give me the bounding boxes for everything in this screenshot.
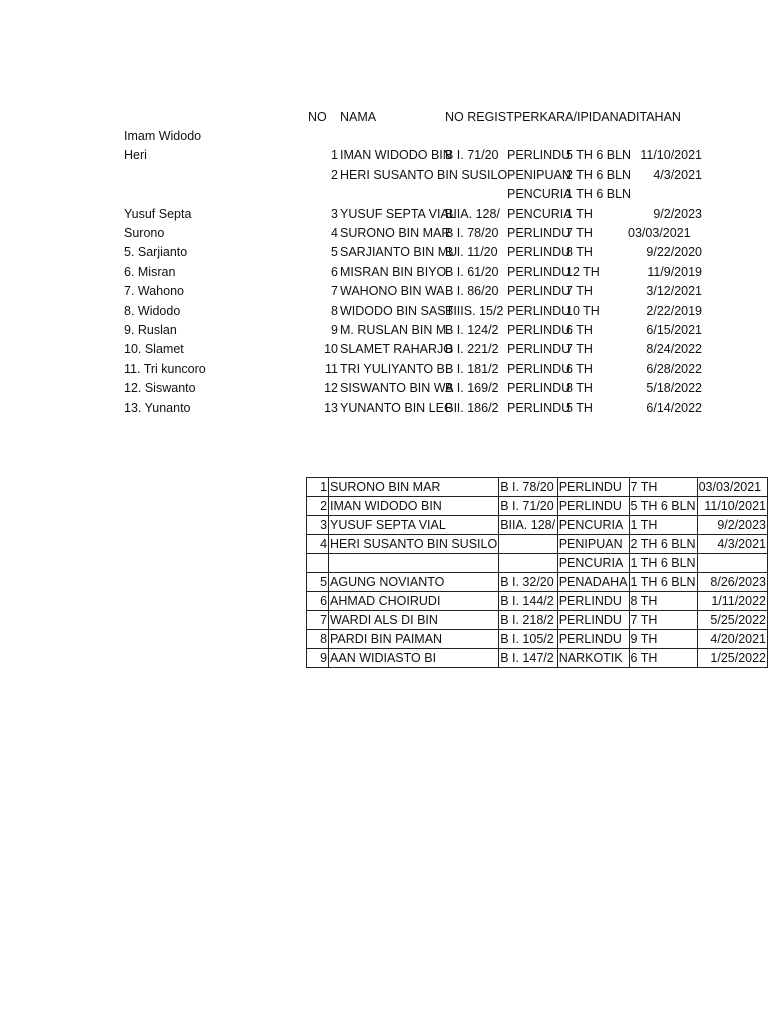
header-ditahan: DITAHAN bbox=[627, 110, 681, 124]
cell-pidana: 1 TH 6 BLN bbox=[629, 554, 697, 573]
row-perkara: PERLINDU bbox=[507, 264, 571, 279]
cell-ditahan: 9/2/2023 bbox=[697, 516, 767, 535]
cell-reg: B I. 144/2 bbox=[499, 592, 558, 611]
row-nama: YUNANTO BIN LEGI bbox=[340, 400, 458, 415]
header-no: NO bbox=[308, 110, 327, 124]
row-nama bbox=[340, 185, 444, 204]
cell-pidana: 6 TH bbox=[629, 649, 697, 668]
cell-nama: PARDI BIN PAIMAN bbox=[329, 630, 499, 649]
row-pidana: 5 TH bbox=[566, 400, 593, 415]
row-nama bbox=[340, 127, 444, 146]
row-reg bbox=[445, 166, 504, 185]
row-no: 9 bbox=[331, 323, 338, 337]
cell-reg bbox=[499, 554, 558, 573]
cell-ditahan: 8/26/2023 bbox=[697, 573, 767, 592]
row-reg: B I. 169/2 bbox=[445, 381, 499, 396]
cell-reg: B I. 71/20 bbox=[499, 497, 558, 516]
row-no: 5 bbox=[331, 245, 338, 260]
cell-reg bbox=[499, 535, 558, 554]
row-reg: BIIA. 128/ bbox=[445, 206, 500, 221]
row-no: 8 bbox=[331, 303, 338, 318]
left-name: 11. Tri kuncoro bbox=[124, 361, 206, 376]
row-perkara: PERLINDU bbox=[507, 148, 571, 163]
table-row bbox=[307, 497, 768, 516]
row-pidana: 1 TH 6 BLN bbox=[566, 187, 632, 202]
row-no: 2 bbox=[331, 167, 338, 182]
row-nama: SLAMET RAHARJO bbox=[340, 342, 453, 357]
left-name bbox=[124, 185, 302, 204]
row-pidana: 5 TH 6 BLN bbox=[566, 148, 632, 163]
cell-reg: BIIA. 128/ bbox=[499, 516, 558, 535]
left-name: 12. Siswanto bbox=[124, 381, 196, 396]
left-name bbox=[124, 166, 302, 185]
cell-no bbox=[307, 554, 329, 573]
cell-pidana: 8 TH bbox=[629, 592, 697, 611]
row-ditahan bbox=[628, 185, 702, 204]
cell-no: 3 bbox=[307, 516, 329, 535]
row-ditahan: 03/03/2021 bbox=[628, 226, 691, 240]
cell-no: 9 bbox=[307, 649, 329, 668]
row-reg: B I. 124/2 bbox=[445, 323, 499, 337]
cell-no: 8 bbox=[307, 630, 329, 649]
left-name: 8. Widodo bbox=[124, 303, 181, 318]
row-reg: B I. 78/20 bbox=[445, 226, 499, 240]
cell-no: 5 bbox=[307, 573, 329, 592]
cell-perkara: PENADAHA bbox=[557, 573, 629, 592]
row-ditahan: 8/24/2022 bbox=[646, 342, 702, 357]
table-row bbox=[307, 649, 768, 668]
row-perkara: PERLINDU bbox=[507, 381, 571, 396]
row-no: 11 bbox=[325, 361, 338, 376]
detainee-table bbox=[306, 477, 768, 668]
row-pidana: 7 TH bbox=[566, 284, 593, 299]
cell-ditahan: 4/3/2021 bbox=[697, 535, 767, 554]
row-pidana: 8 TH bbox=[566, 245, 593, 260]
row-ditahan: 11/10/2021 bbox=[640, 148, 702, 163]
cell-perkara: PERLINDU bbox=[557, 611, 629, 630]
row-reg bbox=[445, 127, 504, 146]
cell-nama: YUSUF SEPTA VIAL bbox=[329, 516, 499, 535]
row-perkara: PERLINDU bbox=[507, 226, 571, 240]
cell-nama: WARDI ALS DI BIN bbox=[329, 611, 499, 630]
left-name: Imam Widodo bbox=[124, 129, 202, 143]
cell-ditahan: 11/10/2021 bbox=[697, 497, 767, 516]
row-reg: BIIIS. 15/2 bbox=[445, 303, 504, 318]
cell-ditahan: 5/25/2022 bbox=[697, 611, 767, 630]
row-perkara bbox=[507, 127, 565, 146]
row-pidana: 6 TH bbox=[566, 323, 593, 337]
left-name: Yusuf Septa bbox=[124, 206, 192, 221]
row-no: 10 bbox=[324, 342, 338, 357]
row-nama: WIDODO BIN SAST bbox=[340, 303, 454, 318]
row-perkara: PENCURIA bbox=[507, 187, 572, 202]
cell-no: 6 bbox=[307, 592, 329, 611]
row-nama: MISRAN BIN BIYO bbox=[340, 264, 447, 279]
row-pidana: 8 TH bbox=[566, 381, 593, 396]
row-reg: B I. 221/2 bbox=[445, 342, 499, 357]
table-row bbox=[307, 592, 768, 611]
cell-no: 2 bbox=[307, 497, 329, 516]
row-ditahan: 11/9/2019 bbox=[647, 264, 702, 279]
row-pidana: 7 TH bbox=[566, 226, 593, 240]
cell-no: 1 bbox=[307, 478, 329, 497]
cell-pidana: 7 TH bbox=[629, 478, 697, 497]
row-nama: M. RUSLAN BIN M. bbox=[340, 323, 450, 337]
cell-reg: B I. 78/20 bbox=[499, 478, 558, 497]
left-name: 9. Ruslan bbox=[124, 323, 177, 337]
cell-no: 4 bbox=[307, 535, 329, 554]
cell-nama: SURONO BIN MAR bbox=[329, 478, 499, 497]
cell-pidana: 1 TH 6 BLN bbox=[629, 573, 697, 592]
row-pidana: 7 TH bbox=[566, 342, 593, 357]
left-name: 13. Yunanto bbox=[124, 400, 191, 415]
cell-perkara: PERLINDU bbox=[557, 630, 629, 649]
row-pidana: 12 TH bbox=[566, 264, 600, 279]
row-no bbox=[306, 185, 338, 204]
cell-reg: B I. 105/2 bbox=[499, 630, 558, 649]
cell-ditahan: 1/25/2022 bbox=[697, 649, 767, 668]
row-nama: SISWANTO BIN WA bbox=[340, 381, 454, 396]
row-no: 12 bbox=[324, 381, 338, 396]
row-ditahan: 9/2/2023 bbox=[653, 206, 702, 221]
table-row bbox=[307, 630, 768, 649]
cell-nama: IMAN WIDODO BIN bbox=[329, 497, 499, 516]
row-pidana: 10 TH bbox=[566, 303, 600, 318]
row-perkara: PERLINDU bbox=[507, 361, 571, 376]
row-no: 6 bbox=[331, 264, 338, 279]
cell-perkara: PERLINDU bbox=[557, 592, 629, 611]
row-nama: HERI SUSANTO BIN SUSILO bbox=[340, 167, 508, 182]
cell-perkara: PENCURIA bbox=[557, 554, 629, 573]
cell-ditahan: 1/11/2022 bbox=[697, 592, 767, 611]
cell-pidana: 2 TH 6 BLN bbox=[629, 535, 697, 554]
cell-pidana: 9 TH bbox=[629, 630, 697, 649]
cell-reg: B I. 218/2 bbox=[499, 611, 558, 630]
row-perkara: PENCURIA bbox=[507, 206, 572, 221]
row-reg: B I. 71/20 bbox=[445, 148, 499, 163]
row-reg: B I. 61/20 bbox=[445, 264, 499, 279]
cell-ditahan: 4/20/2021 bbox=[697, 630, 767, 649]
row-no: 3 bbox=[331, 206, 338, 221]
row-pidana: 2 TH 6 BLN bbox=[566, 167, 632, 182]
row-perkara: PENIPUAN bbox=[507, 167, 571, 182]
cell-nama: AAN WIDIASTO BI bbox=[329, 649, 499, 668]
table-row bbox=[307, 611, 768, 630]
row-ditahan: 6/28/2022 bbox=[646, 361, 702, 376]
row-ditahan: 5/18/2022 bbox=[646, 381, 702, 396]
row-no: 7 bbox=[331, 284, 338, 299]
row-perkara: PERLINDU bbox=[507, 400, 571, 415]
table-row bbox=[307, 535, 768, 554]
row-nama: YUSUF SEPTA VIAL bbox=[340, 206, 456, 221]
left-name: 5. Sarjianto bbox=[124, 245, 188, 260]
left-name: Heri bbox=[124, 148, 147, 163]
left-name: 10. Slamet bbox=[124, 342, 184, 357]
row-ditahan: 6/15/2021 bbox=[646, 323, 702, 337]
cell-nama: HERI SUSANTO BIN SUSILO bbox=[329, 535, 499, 554]
left-name: Surono bbox=[124, 226, 165, 240]
row-perkara: PERLINDU bbox=[507, 342, 571, 357]
row-nama: IMAN WIDODO BIN bbox=[340, 148, 452, 163]
table-row bbox=[307, 516, 768, 535]
cell-nama: AHMAD CHOIRUDI bbox=[329, 592, 499, 611]
row-nama: SARJIANTO BIN MU bbox=[340, 245, 458, 260]
row-nama: SURONO BIN MAR bbox=[340, 226, 451, 240]
left-name: 7. Wahono bbox=[124, 284, 184, 299]
row-reg: B I. 86/20 bbox=[445, 284, 499, 299]
row-perkara: PERLINDU bbox=[507, 245, 571, 260]
row-no bbox=[306, 127, 338, 146]
table-row bbox=[307, 573, 768, 592]
row-ditahan: 2/22/2019 bbox=[646, 303, 702, 318]
row-reg: B I. 11/20 bbox=[445, 245, 498, 260]
row-perkara: PERLINDU bbox=[507, 284, 571, 299]
row-pidana: 1 TH bbox=[566, 206, 593, 221]
row-perkara: PERLINDU bbox=[507, 303, 571, 318]
table-row bbox=[307, 554, 768, 573]
row-no: 1 bbox=[331, 148, 338, 163]
cell-reg: B I. 147/2 bbox=[499, 649, 558, 668]
row-reg bbox=[445, 185, 504, 204]
row-perkara: PERLINDU bbox=[507, 323, 571, 337]
cell-pidana: 1 TH bbox=[629, 516, 697, 535]
cell-pidana: 7 TH bbox=[629, 611, 697, 630]
row-ditahan: 4/3/2021 bbox=[653, 167, 702, 182]
row-no: 4 bbox=[331, 226, 338, 240]
row-ditahan: 9/22/2020 bbox=[646, 245, 702, 260]
cell-perkara: NARKOTIK bbox=[557, 649, 629, 668]
cell-perkara: PERLINDU bbox=[557, 478, 629, 497]
cell-nama bbox=[329, 554, 499, 573]
table-row bbox=[307, 478, 768, 497]
header-no-regist: NO REGISTPERKARA/IPIDANA bbox=[445, 110, 627, 124]
row-ditahan: 3/12/2021 bbox=[646, 284, 702, 299]
row-pidana: 6 TH bbox=[566, 361, 593, 376]
row-nama: TRI YULIYANTO BI bbox=[340, 361, 449, 376]
cell-pidana: 5 TH 6 BLN bbox=[629, 497, 697, 516]
cell-perkara: PERLINDU bbox=[557, 497, 629, 516]
cell-ditahan: 03/03/2021 bbox=[697, 478, 767, 497]
left-name: 6. Misran bbox=[124, 264, 176, 279]
cell-ditahan bbox=[697, 554, 767, 573]
cell-perkara: PENCURIA bbox=[557, 516, 629, 535]
row-ditahan bbox=[628, 127, 702, 146]
row-nama: WAHONO BIN WA bbox=[340, 284, 445, 299]
cell-reg: B I. 32/20 bbox=[499, 573, 558, 592]
row-reg: B I. 186/2 bbox=[445, 400, 499, 415]
row-pidana bbox=[566, 127, 628, 146]
row-ditahan: 6/14/2022 bbox=[646, 400, 702, 415]
cell-nama: AGUNG NOVIANTO bbox=[329, 573, 499, 592]
cell-no: 7 bbox=[307, 611, 329, 630]
row-reg: B I. 181/2 bbox=[445, 361, 499, 376]
cell-perkara: PENIPUAN bbox=[557, 535, 629, 554]
header-nama: NAMA bbox=[340, 110, 377, 124]
row-no: 13 bbox=[324, 400, 338, 415]
